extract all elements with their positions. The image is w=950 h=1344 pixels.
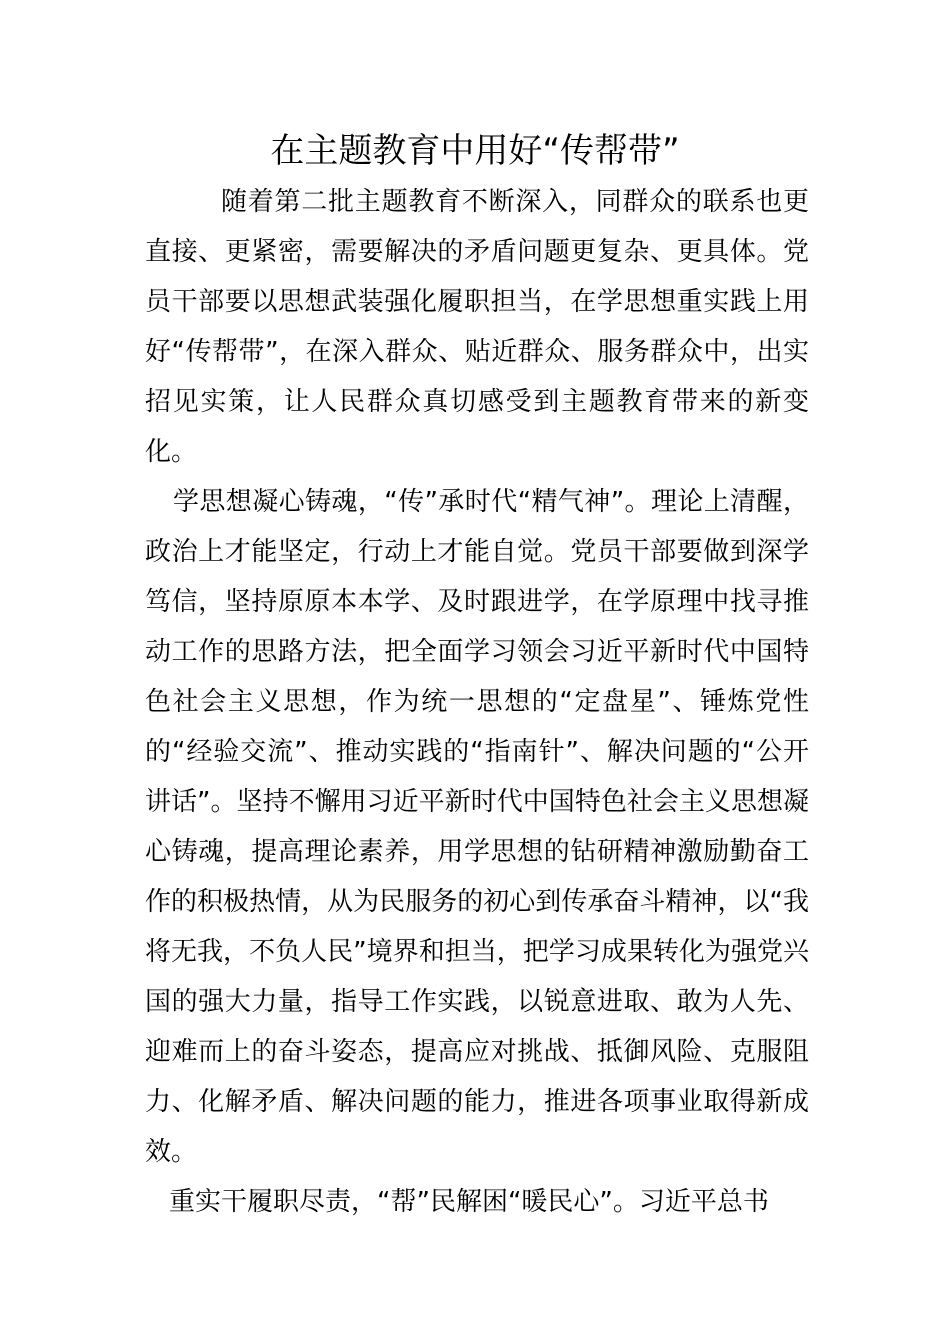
document-title: 在主题教育中用好“传帮带” xyxy=(270,131,680,171)
paragraph-intro: 随着第二批主题教育不断深入，同群众的联系也更直接、更紧密，需要解决的矛盾问题更复杂、更具体。党员干部要以思想武装强化履职担当，在学思想重实践上用好“传帮带”，在深入群众、贴近群众、服务群众中，出实招见实策，让人民群众真切感受到主题教育带来的新变化。 xyxy=(145,187,809,467)
paragraph-study-thought: 学思想凝心铸魂，“传”承时代“精气神”。理论上清醒，政治上才能坚定，行动上才能自觉。党员干部要做到深学笃信，坚持原原本本学、及时跟进学，在学原理中找寻推动工作的思路方法，把全面学习领会习近平新时代中国特色社会主义思想，作为统一思想的“定盘星”、锤炼党性的“经验交流”、推动实践的“指南针”、解决问题的“公开讲话”。坚持不懈用习近平新时代中国特色社会主义思想凝心铸魂，提高理论素养，用学思想的钻研精神激励勤奋工作的积极热情，从为民服务的初心到传承奋斗精神，以“我将无我，不负人民”境界和担当，把学习成果转化为强党兴国的强大力量，指导工作实践，以锐意进取、敢为人先、迎难而上的奋斗姿态，提高应对挑战、抵御风险、克服阻力、化解矛盾、解决问题的能力，推进各项事业取得新成效。 xyxy=(145,487,809,1167)
paragraph-practical-work: 重实干履职尽责，“帮”民解困“暖民心”。习近平总书 xyxy=(169,1187,769,1217)
document-body xyxy=(145,177,809,1227)
